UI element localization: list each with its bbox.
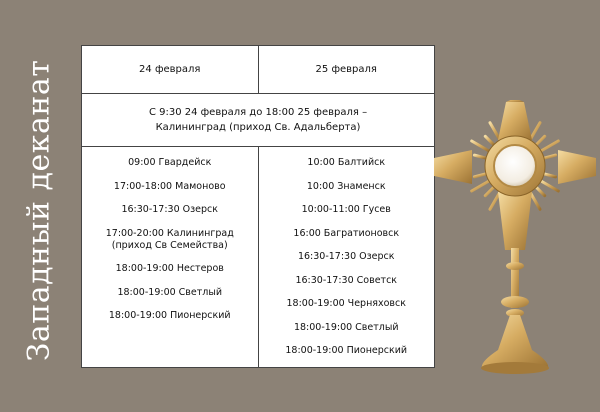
schedule-item-text: 10:00-11:00 Гусев <box>301 204 391 215</box>
day1-schedule-item <box>117 287 222 299</box>
schedule-item-text-line2: (приход Св Семейства) <box>111 239 228 251</box>
day2-column <box>258 147 435 368</box>
day1-schedule-item <box>114 181 226 193</box>
day1-schedule-item <box>116 263 224 275</box>
day2-schedule-item <box>285 345 407 357</box>
schedule-item-text: 09:00 Гвардейск <box>128 157 212 168</box>
day2-schedule-item <box>298 251 395 263</box>
monstrance-icon <box>430 100 600 380</box>
schedule-table <box>81 45 435 368</box>
day2-schedule-item <box>293 228 399 240</box>
day2-schedule-item <box>294 322 399 334</box>
schedule-item-text: 18:00-19:00 Пионерский <box>285 345 408 356</box>
day1-header: 24 февраля <box>139 64 201 75</box>
schedule-item-text: 16:00 Багратионовск <box>293 227 400 239</box>
day1-schedule-item <box>106 228 234 252</box>
day2-schedule-item <box>295 275 397 287</box>
schedule-item-text: 17:00-20:00 Калининград <box>105 227 234 239</box>
schedule-item-text: 18:00-19:00 Пионерский <box>108 310 231 321</box>
side-title <box>14 40 64 380</box>
schedule-item-text: 17:00-18:00 Мамоново <box>113 180 226 192</box>
banner-line-2: Калининград (приход Св. Адальберта) <box>155 122 361 133</box>
adoration-banner <box>82 94 434 147</box>
banner-line-1: С 9:30 24 февраля до 18:00 25 февраля – <box>148 107 368 118</box>
schedule-item-text: 18:00-19:00 Нестеров <box>115 263 224 274</box>
schedule-item-text: 16:30-17:30 Советск <box>295 274 398 286</box>
day2-schedule-item <box>286 298 406 310</box>
day1-schedule-item <box>121 204 218 216</box>
day2-header: 25 февраля <box>258 46 435 93</box>
schedule-body <box>82 147 434 368</box>
schedule-item-text: 16:30-17:30 Озерск <box>297 251 395 262</box>
day1-schedule-item <box>128 157 211 169</box>
schedule-item-text: 16:30-17:30 Озерск <box>121 204 219 215</box>
schedule-item-text: 18:00-19:00 Светлый <box>293 321 399 333</box>
schedule-item-text: 18:00-19:00 Черняховск <box>286 298 406 309</box>
schedule-item-text: 10:00 Балтийск <box>307 157 386 168</box>
deanery-title: Западный деканат <box>21 59 57 361</box>
day1-schedule-item <box>109 310 231 322</box>
day1-column <box>82 147 258 368</box>
schedule-header-row <box>82 46 434 94</box>
day2-schedule-item <box>307 157 385 169</box>
day2-schedule-item <box>307 181 386 193</box>
schedule-item-text: 18:00-19:00 Светлый <box>117 286 223 298</box>
day2-schedule-item <box>302 204 391 216</box>
schedule-item-text: 10:00 Знаменск <box>306 180 386 192</box>
